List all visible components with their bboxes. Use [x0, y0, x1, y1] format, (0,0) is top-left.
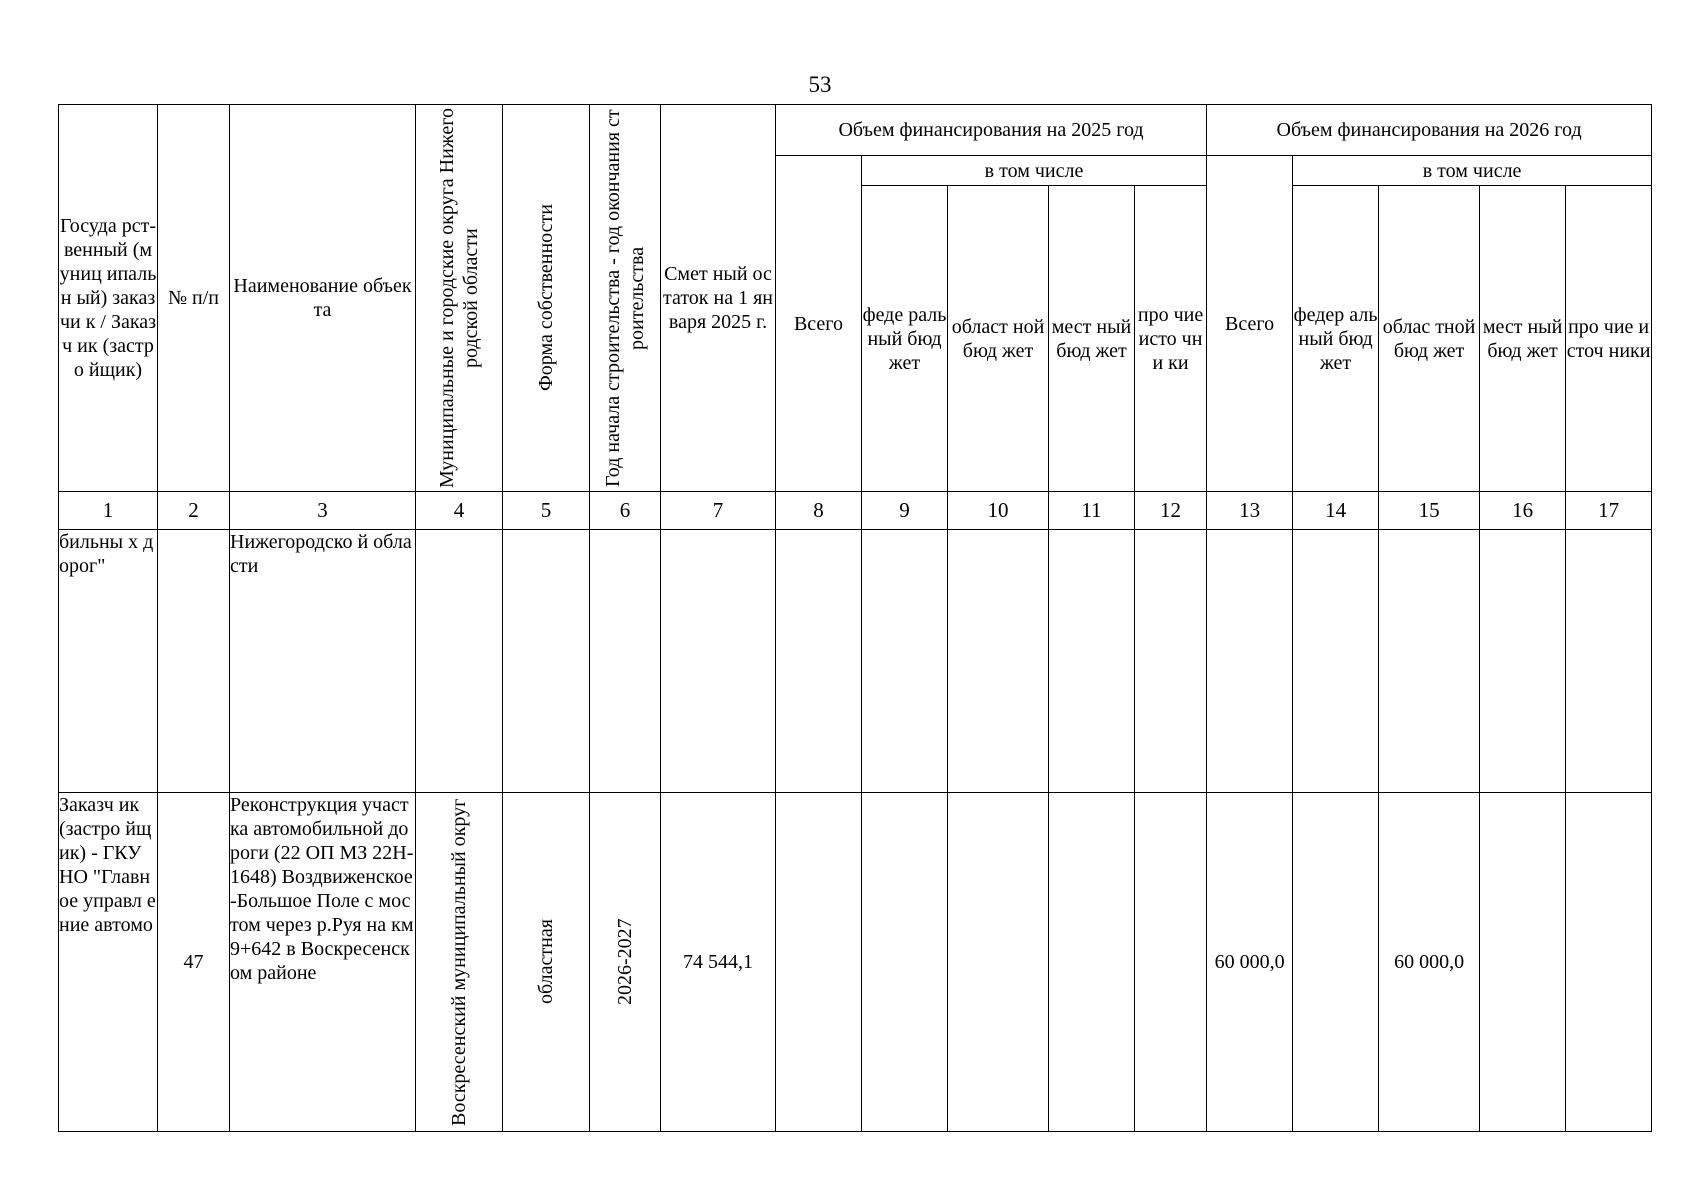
column-number: 6 — [590, 492, 661, 530]
cell-customer: Заказч ик (застро йщик) - ГКУ НО "Главн ое управл ение автомо — [59, 793, 158, 1132]
header-balance: Смет ный остаток на 1 января 2025 г. — [661, 105, 776, 492]
cell-total-2025 — [776, 530, 862, 793]
cell-years — [590, 530, 661, 793]
cell-number — [158, 530, 230, 793]
column-numbers-row — [59, 492, 1652, 530]
column-number: 11 — [1049, 492, 1135, 530]
cell-district — [416, 530, 503, 793]
header-federal-2026: федер аль ный бюд жет — [1293, 186, 1379, 492]
column-number: 5 — [503, 492, 590, 530]
header-total-2025: Всего — [776, 156, 862, 492]
cell-other-2025 — [1135, 793, 1207, 1132]
column-number: 1 — [59, 492, 158, 530]
cell-federal-2025 — [862, 793, 948, 1132]
cell-years — [590, 793, 661, 1132]
column-number: 13 — [1207, 492, 1293, 530]
header-customer: Госуда рст-венный (муниц ипальн ый) заказчи к / Заказч ик (застро йщик) — [59, 105, 158, 492]
header-other-2025: про чие исто чни ки — [1135, 186, 1207, 492]
header-regional-2026: облас тной бюд жет — [1379, 186, 1480, 492]
header-regional-2025: област ной бюд жет — [948, 186, 1049, 492]
cell-other-2026 — [1566, 530, 1652, 793]
page-number: 53 — [808, 72, 832, 97]
cell-regional-2025 — [948, 530, 1049, 793]
cell-years-text: 2026-2027 — [614, 918, 636, 1006]
column-number: 15 — [1379, 492, 1480, 530]
column-number: 17 — [1566, 492, 1652, 530]
cell-regional-2025 — [948, 793, 1049, 1132]
financing-table — [58, 104, 1652, 1132]
cell-total-2026 — [1207, 530, 1293, 793]
column-number: 14 — [1293, 492, 1379, 530]
table-row — [59, 530, 1652, 793]
cell-federal-2025 — [862, 530, 948, 793]
header-local-2025: мест ный бюд жет — [1049, 186, 1135, 492]
cell-federal-2026 — [1293, 793, 1379, 1132]
header-construction-years — [590, 105, 661, 492]
header-local-2026: мест ный бюд жет — [1480, 186, 1566, 492]
column-number: 12 — [1135, 492, 1207, 530]
header-federal-2025: феде раль ный бюд жет — [862, 186, 948, 492]
cell-regional-2026 — [1379, 530, 1480, 793]
header-including-2025: в том числе — [862, 156, 1207, 186]
cell-other-2025 — [1135, 530, 1207, 793]
header-districts-text: Муниципальные и городские округа Нижегородской области — [436, 108, 482, 488]
column-number: 10 — [948, 492, 1049, 530]
header-object-name: Наименование объекта — [230, 105, 416, 492]
cell-local-2025 — [1049, 530, 1135, 793]
cell-ownership — [503, 530, 590, 793]
cell-regional-2026: 60 000,0 — [1379, 793, 1480, 1132]
cell-district — [416, 793, 503, 1132]
header-ownership — [503, 105, 590, 492]
cell-ownership-text: областная — [535, 919, 557, 1005]
cell-customer: бильны х дорог" — [59, 530, 158, 793]
header-financing-2025: Объем финансирования на 2025 год — [776, 105, 1207, 156]
column-number: 9 — [862, 492, 948, 530]
cell-object: Реконструкция участка автомобильной дороги (22 ОП МЗ 22Н-1648) Воздвиженское -Большое Поле с мостом через р.Руя на км 9+642 в Воскресенском районе — [230, 793, 416, 1132]
header-number: № п/п — [158, 105, 230, 492]
cell-balance: 74 544,1 — [661, 793, 776, 1132]
column-number: 2 — [158, 492, 230, 530]
cell-total-2026: 60 000,0 — [1207, 793, 1293, 1132]
cell-object: Нижегородско й области — [230, 530, 416, 793]
header-including-2026: в том числе — [1293, 156, 1652, 186]
cell-local-2026 — [1480, 793, 1566, 1132]
cell-other-2026 — [1566, 793, 1652, 1132]
header-total-2026: Всего — [1207, 156, 1293, 492]
column-number: 4 — [416, 492, 503, 530]
header-other-2026: про чие источ ники — [1566, 186, 1652, 492]
header-ownership-text: Форма собственности — [535, 204, 557, 392]
column-number: 3 — [230, 492, 416, 530]
table-row — [59, 793, 1652, 1132]
header-districts — [416, 105, 503, 492]
cell-balance — [661, 530, 776, 793]
cell-district-text: Воскресенский муниципальный округ — [448, 798, 470, 1126]
cell-federal-2026 — [1293, 530, 1379, 793]
header-financing-2026: Объем финансирования на 2026 год — [1207, 105, 1652, 156]
cell-local-2026 — [1480, 530, 1566, 793]
cell-number: 47 — [158, 793, 230, 1132]
header-construction-years-text: Год начала строительства - год окончания строительства — [602, 109, 648, 487]
cell-local-2025 — [1049, 793, 1135, 1132]
cell-ownership — [503, 793, 590, 1132]
column-number: 16 — [1480, 492, 1566, 530]
column-number: 8 — [776, 492, 862, 530]
cell-total-2025 — [776, 793, 862, 1132]
column-number: 7 — [661, 492, 776, 530]
